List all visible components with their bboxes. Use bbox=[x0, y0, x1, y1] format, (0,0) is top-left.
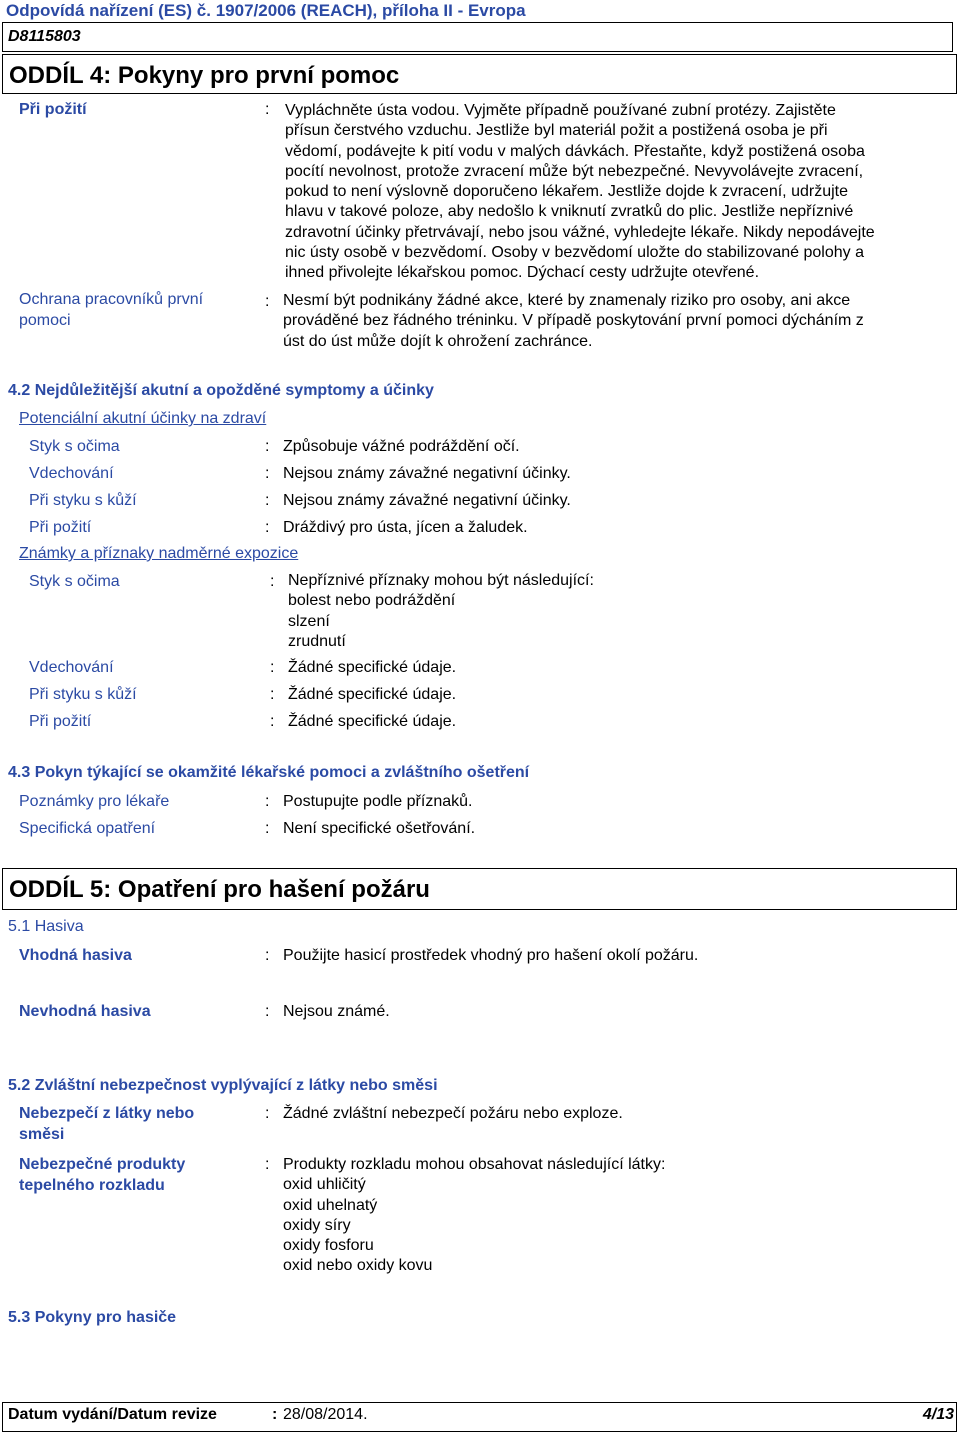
acute-inhalation-value: Nejsou známy závažné negativní účinky. bbox=[283, 465, 571, 482]
subsection-4-3-title: 4.3 Pokyn týkající se okamžité lékařské pomoci a zvláštního ošetření bbox=[8, 764, 530, 781]
signs-eye-text bbox=[288, 571, 594, 652]
label-line: pomoci bbox=[19, 312, 71, 329]
subsection-5-1-title: 5.1 Hasiva bbox=[8, 918, 84, 935]
document-id: D8115803 bbox=[8, 28, 81, 45]
acute-ingestion-label: Při požití bbox=[29, 519, 92, 536]
text-line: oxid nebo oxidy kovu bbox=[283, 1257, 433, 1275]
colon: : bbox=[265, 947, 270, 964]
signs-skin-label: Při styku s kůží bbox=[29, 686, 137, 703]
text-line: úst do úst může dojít k ohrožení zachránce. bbox=[283, 332, 593, 350]
colon: : bbox=[265, 1003, 270, 1020]
text-line: oxid uhelnatý bbox=[283, 1196, 378, 1214]
decomposition-text bbox=[283, 1155, 665, 1277]
label-line: Nebezpečné produkty bbox=[19, 1156, 186, 1173]
text-line: pokud to není výslovně doporučeno lékařem. Jestliže dojde k zvracení, udržujte bbox=[285, 183, 848, 201]
text-line: zdravotní účinky přetrvávají, nebo jsou vážné, vyhledejte lékaře. Nikdy nepodávejte bbox=[285, 223, 875, 241]
text-line: ihned přivolejte lékařskou pomoc. Dýchací cesty udržujte otevřené. bbox=[285, 264, 760, 282]
acute-skin-label: Při styku s kůží bbox=[29, 492, 137, 509]
colon: : bbox=[265, 465, 270, 482]
suitable-media-label: Vhodná hasiva bbox=[19, 947, 132, 964]
colon: : bbox=[265, 438, 270, 455]
signs-ingestion-value: Žádné specifické údaje. bbox=[288, 713, 457, 730]
acute-eye-value: Způsobuje vážné podráždění očí. bbox=[283, 438, 520, 455]
acute-skin-value: Nejsou známy závažné negativní účinky. bbox=[283, 492, 571, 509]
hazards-value: Žádné zvláštní nebezpečí požáru nebo exploze. bbox=[283, 1105, 623, 1122]
text-line: zrudnutí bbox=[288, 632, 346, 650]
ingestion-text bbox=[285, 101, 875, 284]
decomposition-label bbox=[19, 1154, 185, 1196]
signs-heading: Známky a příznaky nadměrné expozice bbox=[19, 545, 299, 562]
page-number: 4/13 bbox=[922, 1406, 954, 1423]
physician-notes-value: Postupujte podle příznaků. bbox=[283, 793, 473, 810]
text-line: oxidy fosforu bbox=[283, 1237, 374, 1255]
signs-inhalation-label: Vdechování bbox=[29, 659, 114, 676]
colon: : bbox=[265, 492, 270, 509]
colon: : bbox=[265, 1156, 270, 1173]
regulation-header: Odpovídá nařízení (ES) č. 1907/2006 (REACH), příloha II - Evropa bbox=[6, 1, 526, 20]
footer-date-label: Datum vydání/Datum revize bbox=[8, 1406, 217, 1423]
subsection-5-2-title: 5.2 Zvláštní nebezpečnost vyplývající z látky nebo směsi bbox=[8, 1077, 438, 1094]
text-line: Nepříznivé příznaky mohou být následující: bbox=[288, 572, 594, 589]
acute-ingestion-value: Dráždivý pro ústa, jícen a žaludek. bbox=[283, 519, 528, 536]
colon: : bbox=[270, 573, 275, 590]
colon: : bbox=[270, 659, 275, 676]
subsection-4-2-title: 4.2 Nejdůležitější akutní a opožděné symptomy a účinky bbox=[8, 382, 434, 399]
text-line: bolest nebo podráždění bbox=[288, 592, 456, 610]
text-line: pocítí nevolnost, protože zvracení může být nebezpečné. Nevyvolávejte zvracení, bbox=[285, 162, 864, 180]
label-line: směsi bbox=[19, 1126, 65, 1143]
colon: : bbox=[265, 519, 270, 536]
signs-ingestion-label: Při požití bbox=[29, 713, 92, 730]
text-line: hlavu v takové poloze, aby nedošlo k vniknutí zvratků do plic. Jestliže nepříznivé bbox=[285, 203, 854, 221]
text-line: slzení bbox=[288, 612, 330, 630]
physician-notes-label: Poznámky pro lékaře bbox=[19, 793, 170, 810]
colon: : bbox=[270, 713, 275, 730]
colon: : bbox=[265, 793, 270, 810]
text-line: Produkty rozkladu mohou obsahovat následující látky: bbox=[283, 1156, 666, 1173]
text-line: nic ústy osobě v bezvědomí. Osoby v bezvědomí uložte do stabilizované polohy a bbox=[285, 244, 864, 262]
colon: : bbox=[272, 1406, 278, 1423]
colon: : bbox=[265, 293, 270, 310]
signs-eye-label: Styk s očima bbox=[29, 573, 120, 590]
unsuitable-media-label: Nevhodná hasiva bbox=[19, 1003, 151, 1020]
text-line: přísun čerstvého vzduchu. Jestliže byl materiál požit a postižená osoba je při bbox=[285, 122, 828, 140]
text-line: vědomí, podávejte k pití vodu v malých dávkách. Přestaňte, když postižená osoba bbox=[285, 142, 865, 160]
signs-skin-value: Žádné specifické údaje. bbox=[288, 686, 457, 703]
acute-eye-label: Styk s očima bbox=[29, 438, 120, 455]
colon: : bbox=[265, 1105, 270, 1122]
protection-text bbox=[283, 291, 864, 352]
unsuitable-media-value: Nejsou známé. bbox=[283, 1003, 390, 1020]
hazards-label bbox=[19, 1103, 194, 1145]
text-line: oxid uhličitý bbox=[283, 1176, 366, 1194]
ingestion-label: Při požití bbox=[19, 101, 87, 118]
label-line: Nebezpečí z látky nebo bbox=[19, 1105, 195, 1122]
suitable-media-value: Použijte hasicí prostředek vhodný pro hašení okolí požáru. bbox=[283, 947, 699, 964]
section-4-title: ODDÍL 4: Pokyny pro první pomoc bbox=[9, 62, 400, 89]
colon: : bbox=[265, 101, 270, 118]
doc-id-box bbox=[2, 22, 953, 52]
text-line: prováděné bez řádného tréninku. V případě poskytování první pomoci dýcháním z bbox=[283, 312, 864, 330]
text-line: oxidy síry bbox=[283, 1216, 351, 1234]
subsection-5-3-title: 5.3 Pokyny pro hasiče bbox=[8, 1309, 177, 1326]
footer-date-value: 28/08/2014. bbox=[283, 1406, 368, 1423]
signs-inhalation-value: Žádné specifické údaje. bbox=[288, 659, 457, 676]
text-line: Vypláchněte ústa vodou. Vyjměte případně používané zubní protézy. Zajistěte bbox=[285, 102, 836, 119]
protection-label bbox=[19, 289, 203, 331]
acute-inhalation-label: Vdechování bbox=[29, 465, 114, 482]
specific-treatment-label: Specifická opatření bbox=[19, 820, 156, 837]
section-5-title: ODDÍL 5: Opatření pro hašení požáru bbox=[9, 876, 430, 903]
label-line: tepelného rozkladu bbox=[19, 1177, 165, 1194]
acute-effects-heading: Potenciální akutní účinky na zdraví bbox=[19, 410, 267, 427]
colon: : bbox=[265, 820, 270, 837]
text-line: Nesmí být podnikány žádné akce, které by znamenaly riziko pro osoby, ani akce bbox=[283, 292, 851, 309]
colon: : bbox=[270, 686, 275, 703]
label-line: Ochrana pracovníků první bbox=[19, 291, 204, 308]
specific-treatment-value: Není specifické ošetřování. bbox=[283, 820, 476, 837]
